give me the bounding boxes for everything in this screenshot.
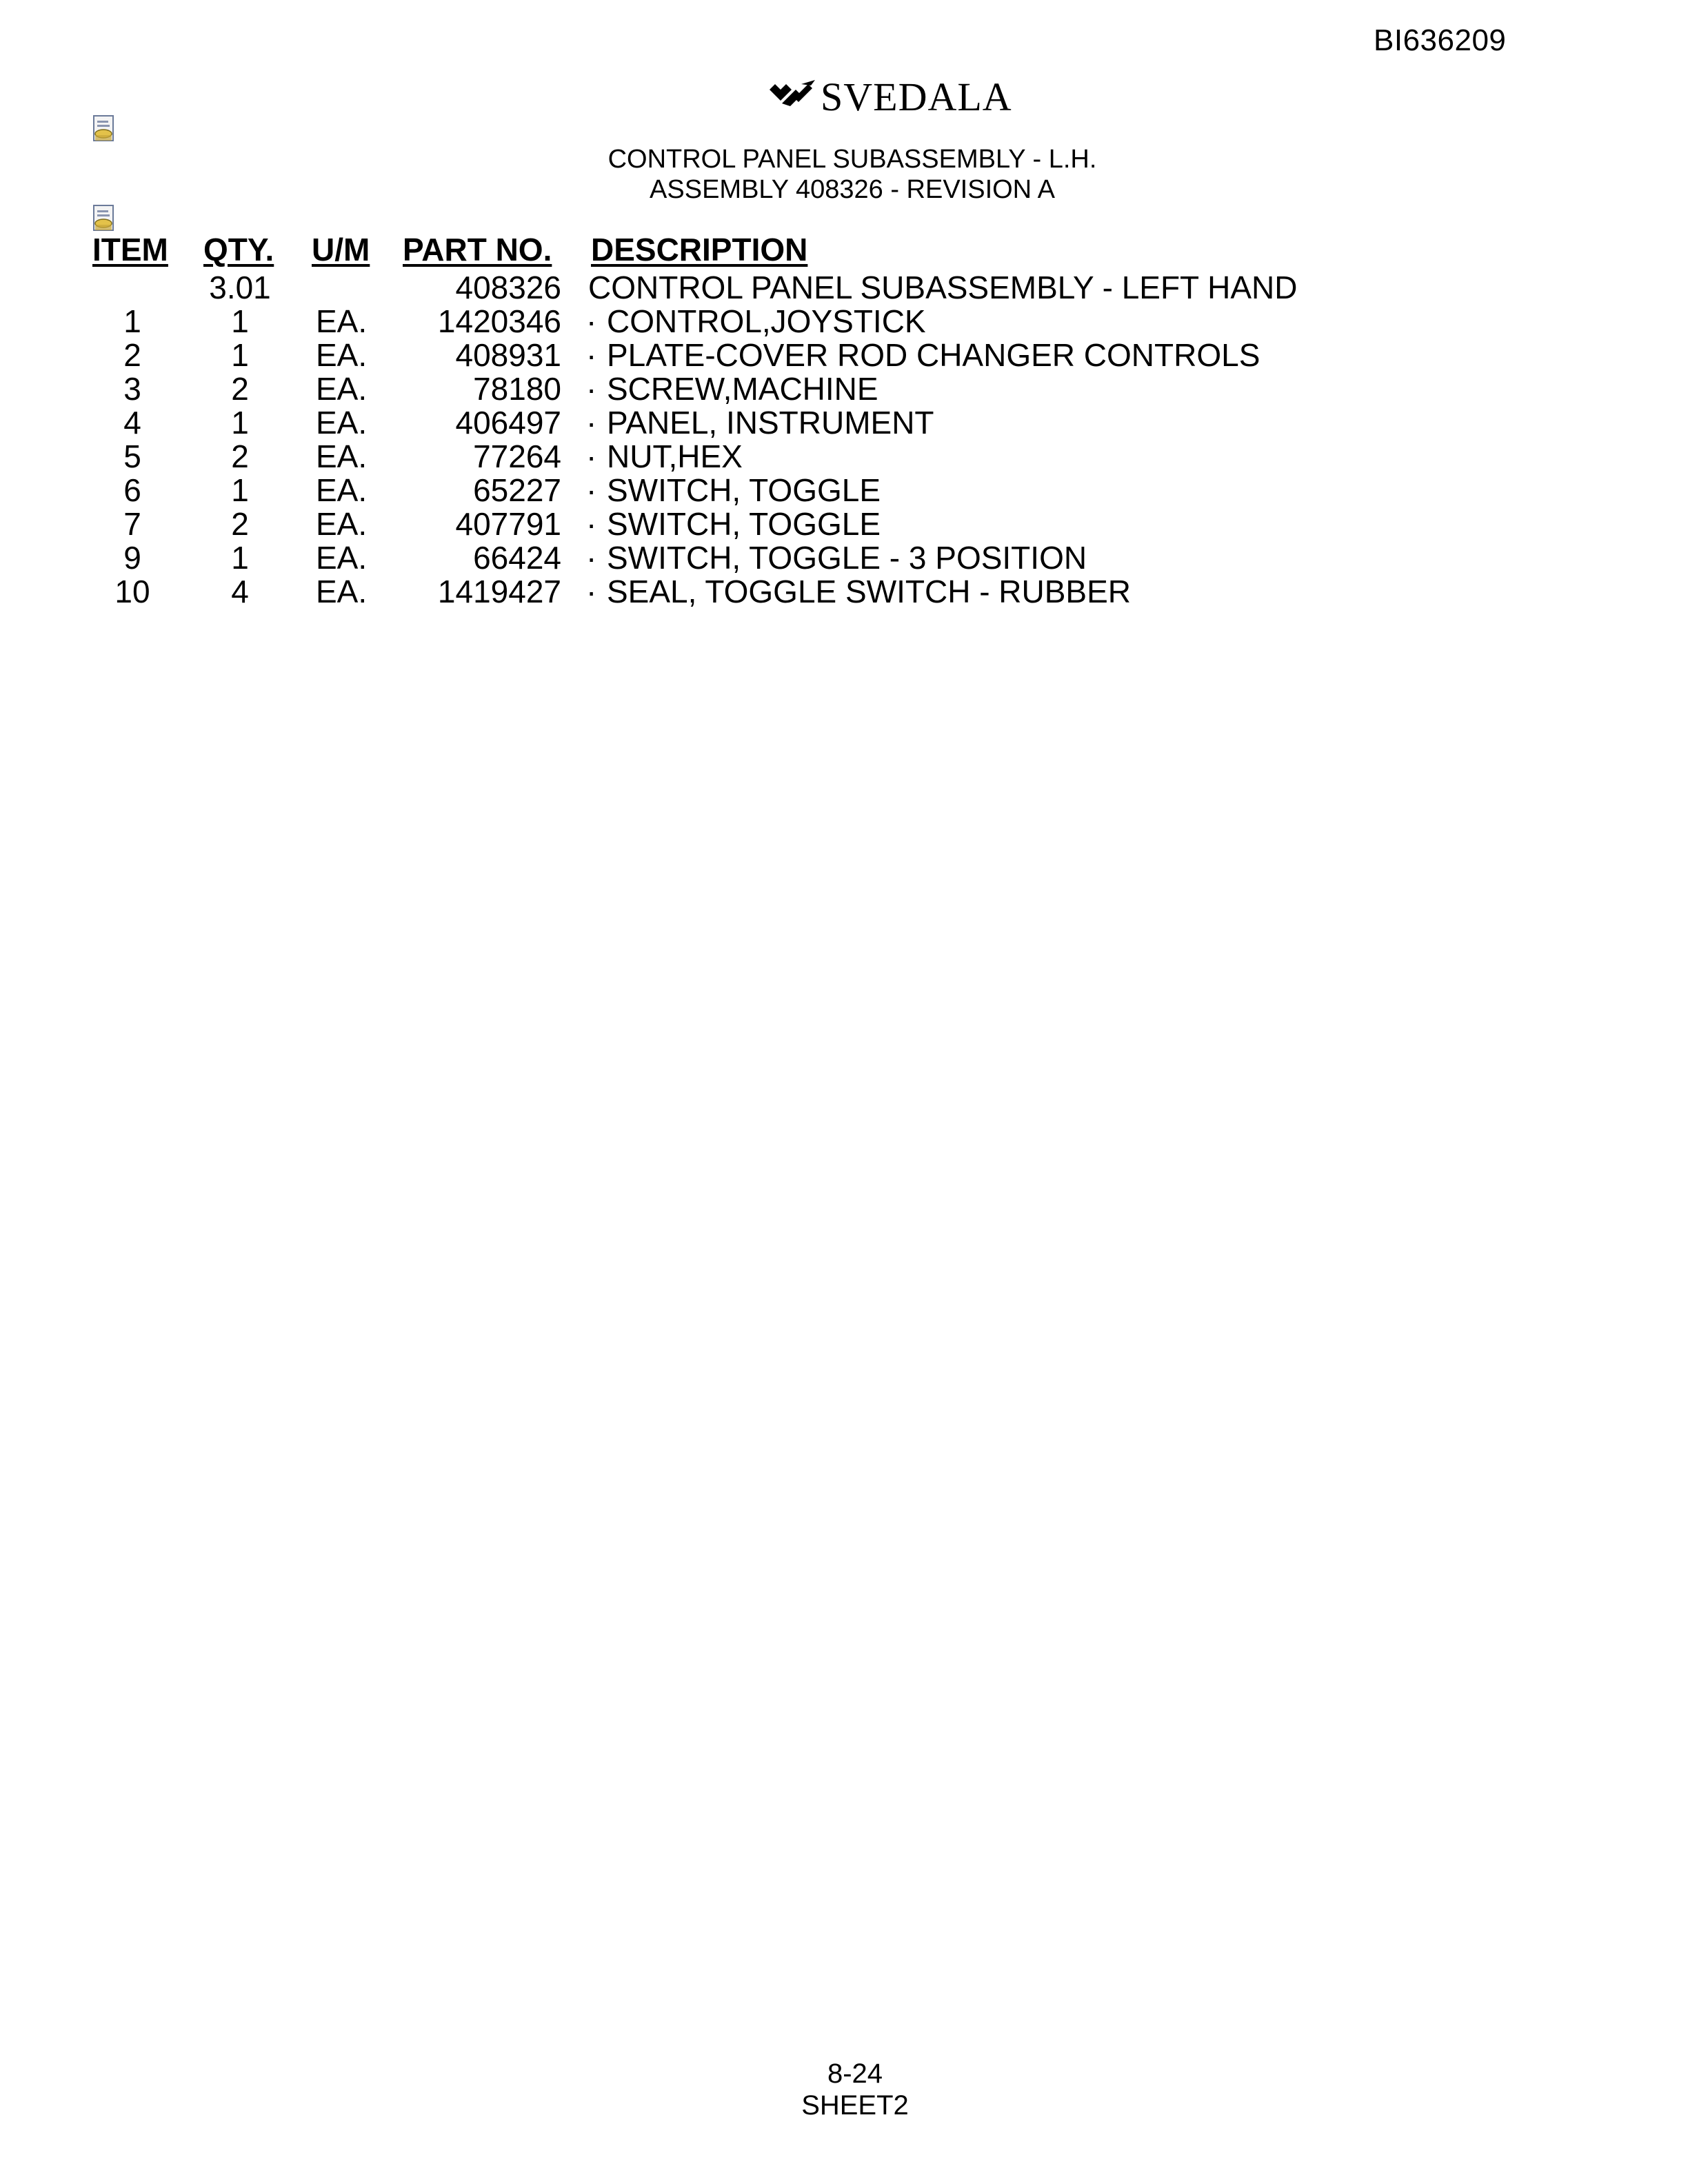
- item-cell: 5: [123, 438, 141, 474]
- description-cell: SCREW,MACHINE: [607, 371, 878, 407]
- part-number-cell: 407791: [455, 506, 561, 542]
- part-number-cell: 65227: [473, 472, 561, 508]
- table-row: [0, 338, 1688, 372]
- item-cell: 10: [114, 574, 150, 609]
- description-cell: SEAL, TOGGLE SWITCH - RUBBER: [607, 574, 1132, 609]
- um-cell: EA.: [316, 506, 368, 542]
- document-icon[interactable]: [91, 114, 119, 145]
- description-cell: SWITCH, TOGGLE - 3 POSITION: [607, 540, 1087, 576]
- table-row: [0, 575, 1688, 609]
- part-number-cell: 406497: [455, 405, 561, 441]
- table-row: [0, 474, 1688, 507]
- qty-cell: 1: [231, 472, 249, 508]
- svedala-logo-icon: [767, 77, 819, 116]
- description-cell: CONTROL PANEL SUBASSEMBLY - LEFT HAND: [588, 270, 1298, 305]
- logo-text: SVEDALA: [821, 74, 1012, 119]
- svedala-logo: [767, 76, 1012, 117]
- sheet-label: SHEET2: [801, 2090, 909, 2121]
- um-cell: EA.: [316, 371, 368, 407]
- description-cell: PANEL, INSTRUMENT: [607, 405, 934, 441]
- um-cell: EA.: [316, 472, 368, 508]
- indent-bullet: ·: [586, 506, 597, 542]
- item-cell: 6: [123, 472, 141, 508]
- qty-cell: 2: [231, 371, 249, 407]
- indent-bullet: ·: [586, 405, 597, 441]
- part-number-cell: 66424: [473, 540, 561, 576]
- indent-bullet: ·: [586, 371, 597, 407]
- document-id: BI636209: [1374, 23, 1507, 57]
- table-row: [0, 541, 1688, 575]
- column-header-um: U/M: [312, 232, 370, 267]
- part-number-cell: 1419427: [437, 574, 561, 609]
- qty-cell: 2: [231, 506, 249, 542]
- indent-bullet: ·: [586, 303, 597, 339]
- assembly-subtitle: ASSEMBLY 408326 - REVISION A: [650, 175, 1055, 204]
- um-cell: EA.: [316, 303, 368, 339]
- table-row: [0, 406, 1688, 440]
- qty-cell: 1: [231, 303, 249, 339]
- indent-bullet: ·: [586, 540, 597, 576]
- assembly-title: CONTROL PANEL SUBASSEMBLY - L.H.: [607, 145, 1097, 174]
- qty-cell: 3.01: [209, 270, 271, 305]
- column-header-description: DESCRIPTION: [591, 232, 808, 267]
- table-row: [0, 372, 1688, 406]
- um-cell: EA.: [316, 540, 368, 576]
- qty-cell: 1: [231, 405, 249, 441]
- indent-bullet: ·: [586, 438, 597, 474]
- item-cell: 3: [123, 371, 141, 407]
- item-cell: 4: [123, 405, 141, 441]
- table-row: [0, 440, 1688, 474]
- column-header-item: ITEM: [92, 232, 168, 267]
- column-header-part-no: PART NO.: [403, 232, 552, 267]
- table-row: [0, 507, 1688, 541]
- part-number-cell: 77264: [473, 438, 561, 474]
- um-cell: EA.: [316, 337, 368, 373]
- qty-cell: 1: [231, 337, 249, 373]
- qty-cell: 1: [231, 540, 249, 576]
- part-number-cell: 1420346: [437, 303, 561, 339]
- item-cell: 1: [123, 303, 141, 339]
- description-cell: SWITCH, TOGGLE: [607, 506, 881, 542]
- qty-cell: 2: [231, 438, 249, 474]
- um-cell: EA.: [316, 574, 368, 609]
- part-number-cell: 408326: [455, 270, 561, 305]
- qty-cell: 4: [231, 574, 249, 609]
- table-row: [0, 305, 1688, 338]
- indent-bullet: ·: [586, 337, 597, 373]
- item-cell: 7: [123, 506, 141, 542]
- description-cell: PLATE-COVER ROD CHANGER CONTROLS: [607, 337, 1260, 373]
- indent-bullet: ·: [586, 472, 597, 508]
- indent-bullet: ·: [586, 574, 597, 609]
- part-number-cell: 408931: [455, 337, 561, 373]
- description-cell: NUT,HEX: [607, 438, 743, 474]
- description-cell: SWITCH, TOGGLE: [607, 472, 881, 508]
- document-icon[interactable]: [91, 204, 119, 234]
- item-cell: 2: [123, 337, 141, 373]
- column-header-qty: QTY.: [203, 232, 274, 267]
- description-cell: CONTROL,JOYSTICK: [607, 303, 926, 339]
- page-number: 8-24: [827, 2059, 883, 2089]
- item-cell: 9: [123, 540, 141, 576]
- um-cell: EA.: [316, 438, 368, 474]
- part-number-cell: 78180: [473, 371, 561, 407]
- um-cell: EA.: [316, 405, 368, 441]
- assembly-row: [0, 271, 1688, 305]
